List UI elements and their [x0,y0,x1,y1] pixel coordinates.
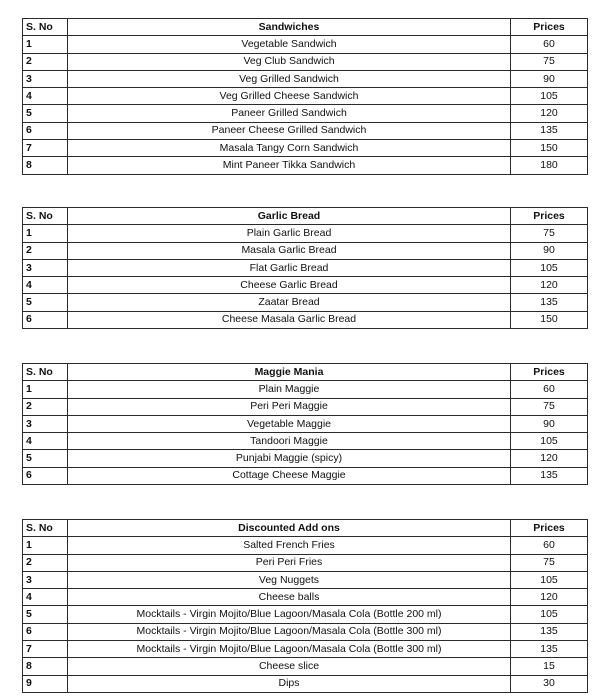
prices-header: Prices [511,364,588,381]
item-price: 60 [511,537,588,554]
item-price: 180 [511,157,588,174]
menu-table-discounted-add-ons [22,519,588,693]
table-row [23,641,588,658]
item-price: 90 [511,242,588,259]
row-number: 8 [23,658,68,675]
table-row [23,277,588,294]
item-name: Cheese slice [68,658,511,675]
row-number: 1 [23,537,68,554]
item-name: Paneer Cheese Grilled Sandwich [68,122,511,139]
row-number: 2 [23,242,68,259]
table-row [23,415,588,432]
item-price: 75 [511,398,588,415]
table-row [23,140,588,157]
row-number: 8 [23,157,68,174]
item-name: Zaatar Bread [68,294,511,311]
item-name: Tandoori Maggie [68,433,511,450]
item-price: 105 [511,433,588,450]
item-name: Peri Peri Maggie [68,398,511,415]
row-number: 2 [23,398,68,415]
table-row [23,53,588,70]
prices-header: Prices [511,19,588,36]
item-name: Punjabi Maggie (spicy) [68,450,511,467]
item-name: Cheese Garlic Bread [68,277,511,294]
item-name: Cheese Masala Garlic Bread [68,311,511,328]
sno-header: S. No [23,364,68,381]
item-name: Veg Club Sandwich [68,53,511,70]
item-name: Mocktails - Virgin Mojito/Blue Lagoon/Masala Cola (Bottle 300 ml) [68,623,511,640]
row-number: 7 [23,140,68,157]
item-name: Vegetable Maggie [68,415,511,432]
section-title: Garlic Bread [68,208,511,225]
table-row [23,157,588,174]
item-name: Paneer Grilled Sandwich [68,105,511,122]
item-name: Dips [68,675,511,692]
row-number: 6 [23,467,68,484]
item-price: 105 [511,259,588,276]
item-name: Flat Garlic Bread [68,259,511,276]
item-name: Mocktails - Virgin Mojito/Blue Lagoon/Masala Cola (Bottle 300 ml) [68,641,511,658]
table-row [23,433,588,450]
row-number: 3 [23,259,68,276]
item-price: 30 [511,675,588,692]
item-price: 90 [511,415,588,432]
table-row [23,88,588,105]
table-row [23,589,588,606]
item-price: 15 [511,658,588,675]
table-row [23,623,588,640]
item-name: Masala Garlic Bread [68,242,511,259]
table-row [23,675,588,692]
item-name: Mocktails - Virgin Mojito/Blue Lagoon/Masala Cola (Bottle 200 ml) [68,606,511,623]
menu-table-garlic-bread [22,207,588,329]
row-number: 4 [23,433,68,450]
item-price: 120 [511,589,588,606]
item-price: 90 [511,70,588,87]
item-price: 135 [511,623,588,640]
item-name: Vegetable Sandwich [68,36,511,53]
row-number: 2 [23,554,68,571]
table-row [23,36,588,53]
table-row [23,554,588,571]
section-title: Sandwiches [68,19,511,36]
row-number: 1 [23,36,68,53]
table-row [23,105,588,122]
row-number: 5 [23,105,68,122]
table-row [23,122,588,139]
row-number: 3 [23,415,68,432]
table-row [23,311,588,328]
item-price: 120 [511,277,588,294]
item-name: Plain Garlic Bread [68,225,511,242]
item-name: Veg Grilled Sandwich [68,70,511,87]
table-header-row [23,208,588,225]
row-number: 5 [23,294,68,311]
item-price: 60 [511,36,588,53]
sno-header: S. No [23,19,68,36]
table-header-row [23,364,588,381]
menu-table-maggie-mania [22,363,588,485]
table-row [23,225,588,242]
item-name: Masala Tangy Corn Sandwich [68,140,511,157]
item-price: 105 [511,606,588,623]
table-row [23,571,588,588]
item-price: 150 [511,311,588,328]
table-row [23,259,588,276]
table-row [23,381,588,398]
item-price: 60 [511,381,588,398]
item-name: Veg Nuggets [68,571,511,588]
row-number: 3 [23,571,68,588]
item-price: 120 [511,105,588,122]
table-row [23,658,588,675]
row-number: 2 [23,53,68,70]
table-header-row [23,520,588,537]
item-price: 135 [511,641,588,658]
table-row [23,606,588,623]
item-price: 105 [511,88,588,105]
row-number: 5 [23,606,68,623]
menu-table-sandwiches [22,18,588,175]
row-number: 1 [23,225,68,242]
table-row [23,537,588,554]
row-number: 9 [23,675,68,692]
item-name: Mint Paneer Tikka Sandwich [68,157,511,174]
item-price: 135 [511,122,588,139]
row-number: 1 [23,381,68,398]
table-row [23,294,588,311]
item-price: 105 [511,571,588,588]
prices-header: Prices [511,520,588,537]
item-price: 120 [511,450,588,467]
table-row [23,70,588,87]
table-row [23,467,588,484]
item-name: Peri Peri Fries [68,554,511,571]
item-name: Cottage Cheese Maggie [68,467,511,484]
row-number: 4 [23,589,68,606]
item-price: 75 [511,53,588,70]
row-number: 6 [23,311,68,328]
item-price: 135 [511,467,588,484]
sno-header: S. No [23,208,68,225]
row-number: 4 [23,277,68,294]
item-price: 135 [511,294,588,311]
item-name: Salted French Fries [68,537,511,554]
item-name: Veg Grilled Cheese Sandwich [68,88,511,105]
table-row [23,450,588,467]
item-name: Plain Maggie [68,381,511,398]
prices-header: Prices [511,208,588,225]
item-price: 75 [511,225,588,242]
row-number: 7 [23,641,68,658]
row-number: 6 [23,122,68,139]
section-title: Discounted Add ons [68,520,511,537]
row-number: 6 [23,623,68,640]
sno-header: S. No [23,520,68,537]
table-row [23,398,588,415]
item-price: 75 [511,554,588,571]
item-name: Cheese balls [68,589,511,606]
row-number: 3 [23,70,68,87]
row-number: 5 [23,450,68,467]
item-price: 150 [511,140,588,157]
section-title: Maggie Mania [68,364,511,381]
table-header-row [23,19,588,36]
table-row [23,242,588,259]
row-number: 4 [23,88,68,105]
